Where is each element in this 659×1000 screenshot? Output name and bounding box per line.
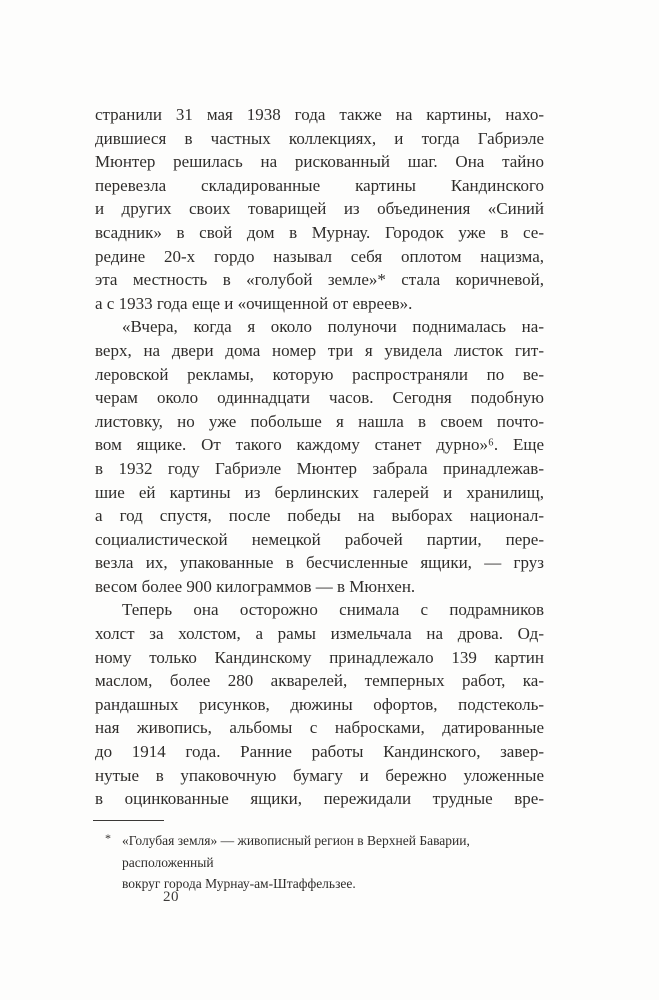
text-line: до 1914 года. Ранние работы Кандинского, завер- (95, 742, 544, 762)
text-line: Теперь она осторожно снимала с подрамников (122, 600, 544, 620)
footnote-line: * «Голубая земля» — живописный регион в Верхней Баварии, расположенный (93, 830, 544, 873)
text-line: и других своих товарищей из объединения «Синий (95, 199, 544, 219)
text-line: ному только Кандинскому принадлежало 139 картин (95, 647, 544, 667)
paragraph (95, 315, 544, 598)
body-text (95, 103, 544, 811)
text-line: нутые в упаковочную бумагу и бережно уложенные (95, 765, 544, 785)
text-line: дившиеся в частных коллекциях, и тогда Габриэле (95, 128, 544, 148)
paragraph (95, 103, 544, 315)
text-line: социалистической немецкой рабочей партии, пере- (95, 529, 544, 549)
text-line: Мюнтер решилась на рискованный шаг. Она тайно (95, 152, 544, 172)
text-line: рандашных рисунков, дюжины офортов, подстеколь- (95, 694, 544, 714)
text-line: весом более 900 килограммов — в Мюнхен. (95, 576, 416, 596)
text-line: холст за холстом, а рамы измельчала на дрова. Од- (95, 624, 544, 644)
footnote-marker: * (105, 831, 111, 845)
text-line: в оцинкованные ящики, пережидали трудные вре- (95, 789, 544, 809)
footnote-line: вокруг города Мурнау-ам-Штаффельзее. (122, 876, 356, 891)
text-line: шие ей картины из берлинских галерей и хранилищ, (95, 482, 544, 502)
text-line: а год спустя, после победы на выборах национал- (95, 506, 544, 526)
text-line: везла их, упакованные в бесчисленные ящики, — груз (95, 553, 544, 573)
text-line: ная живопись, альбомы с набросками, датированные (95, 718, 544, 738)
text-line: всадник» в свой дом в Мурнау. Городок уже в се- (95, 222, 544, 242)
text-line: эта местность в «голубой земле»* стала коричневой, (95, 270, 544, 290)
text-line: маслом, более 280 акварелей, темперных работ, ка- (95, 671, 544, 691)
text-line: странили 31 мая 1938 года также на картины, нахо- (95, 105, 544, 124)
footnote-body (93, 830, 544, 895)
page-number: 20 (163, 889, 179, 905)
text-line: перевезла складированные картины Кандинского (95, 175, 544, 195)
text-line: редине 20-х гордо называл себя оплотом нацизма, (95, 246, 544, 266)
footnote (93, 820, 544, 895)
text-line: а с 1933 года еще и «очищенной от евреев». (95, 293, 413, 313)
text-line: листовку, но уже побольше я нашла в своем почто- (95, 411, 544, 431)
text-line: леровской рекламы, которую распространяли по ве- (95, 364, 544, 384)
text-line: в 1932 году Габриэле Мюнтер забрала принадлежав- (95, 458, 544, 478)
text-line: вом ящике. От такого каждому станет дурно»⁶. Еще (95, 435, 544, 455)
paragraph (95, 598, 544, 810)
footnote-rule (93, 820, 164, 821)
text-line: черам около одиннадцати часов. Сегодня подобную (95, 388, 544, 408)
text-line: верх, на двери дома номер три я увидела листок гит- (95, 340, 544, 360)
text-line: «Вчера, когда я около полуночи поднималась на- (122, 317, 544, 337)
